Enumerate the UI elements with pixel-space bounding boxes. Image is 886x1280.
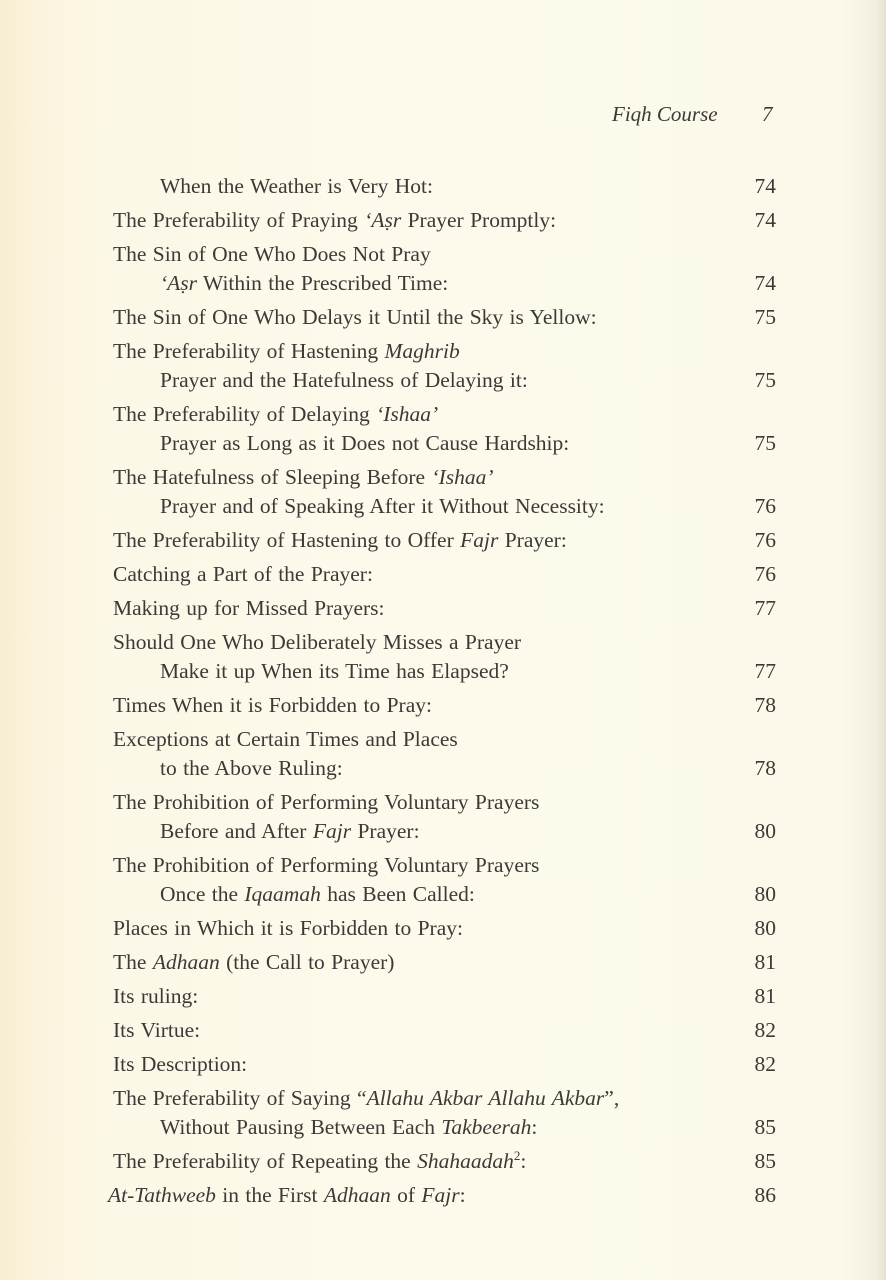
transliterated-term: Fajr	[421, 1183, 460, 1207]
toc-entry-title-line	[0, 851, 886, 880]
toc-entry-title-line	[0, 303, 886, 332]
toc-text: Without Pausing Between Each	[160, 1115, 442, 1139]
toc-entry	[0, 788, 886, 846]
toc-entry-continuation-line	[0, 657, 886, 686]
toc-page-number: 75	[754, 305, 776, 329]
toc-entry	[0, 851, 886, 909]
toc-text: has Been Called:	[320, 882, 475, 906]
toc-page-number: 80	[754, 916, 776, 940]
toc-entry	[0, 594, 886, 623]
toc-entry	[0, 1050, 886, 1079]
toc-text: The Prohibition of Performing Voluntary Prayers	[113, 853, 540, 877]
toc-page-number: 81	[754, 950, 776, 974]
toc-text: Places in Which it is Forbidden to Pray:	[113, 916, 463, 940]
transliterated-term: Allahu Akbar Allahu Akbar	[366, 1086, 605, 1110]
toc-text: Prayer as Long as it Does not Cause Hardship:	[160, 431, 570, 455]
toc-entry	[0, 1084, 886, 1142]
toc-entry-title-line	[0, 1084, 886, 1113]
toc-text: Once the	[160, 882, 245, 906]
toc-entry-continuation-line	[0, 429, 886, 458]
toc-page-number: 76	[754, 494, 776, 518]
toc-text: Prayer Promptly:	[401, 208, 557, 232]
transliterated-term: Takbeerah	[441, 1115, 532, 1139]
toc-entry	[0, 691, 886, 720]
toc-page-number: 86	[754, 1183, 776, 1207]
toc-entry-title-line	[0, 691, 886, 720]
folio-page-number: 7	[762, 102, 773, 126]
toc-entry-title-line	[0, 1016, 886, 1045]
toc-entry	[0, 240, 886, 298]
transliterated-term: Adhaan	[323, 1183, 391, 1207]
toc-text: :	[531, 1115, 538, 1139]
toc-entry-title-line	[0, 172, 886, 201]
toc-page-number: 74	[754, 271, 776, 295]
toc-entry	[0, 1147, 886, 1176]
toc-page-number: 75	[754, 368, 776, 392]
toc-text: :	[459, 1183, 466, 1207]
toc-text: Prayer and of Speaking After it Without Necessity:	[160, 494, 605, 518]
toc-page-number: 76	[754, 528, 776, 552]
toc-text: Its Virtue:	[113, 1018, 201, 1042]
footnote-marker: 2	[513, 1148, 521, 1163]
toc-entry	[0, 914, 886, 943]
toc-page-number: 80	[754, 882, 776, 906]
toc-text: The Preferability of Repeating the	[113, 1149, 418, 1173]
toc-entry	[0, 1181, 886, 1210]
toc-entry	[0, 725, 886, 783]
toc-text: The Sin of One Who Delays it Until the Sky is Yellow:	[113, 305, 597, 329]
transliterated-term: At-Tathweeb	[108, 1183, 216, 1207]
toc-text: The	[113, 950, 153, 974]
toc-page-number: 74	[754, 208, 776, 232]
toc-entry	[0, 560, 886, 589]
toc-entry	[0, 337, 886, 395]
toc-text: (the Call to Prayer)	[219, 950, 395, 974]
table-of-contents	[0, 172, 886, 1215]
toc-text: of	[390, 1183, 422, 1207]
toc-entry-title-line	[0, 948, 886, 977]
transliterated-term: Iqaamah	[244, 882, 321, 906]
toc-entry	[0, 400, 886, 458]
toc-page-number: 77	[754, 596, 776, 620]
toc-entry	[0, 463, 886, 521]
toc-entry-continuation-line	[0, 492, 886, 521]
toc-text: Times When it is Forbidden to Pray:	[113, 693, 432, 717]
toc-text: The Preferability of Hastening to Offer	[113, 528, 461, 552]
toc-text: Catching a Part of the Prayer:	[113, 562, 373, 586]
toc-text: The Hatefulness of Sleeping Before	[113, 465, 432, 489]
toc-text: Exceptions at Certain Times and Places	[113, 727, 458, 751]
transliterated-term: ‘Ishaa’	[431, 465, 494, 489]
toc-page-number: 77	[754, 659, 776, 683]
transliterated-term: Adhaan	[152, 950, 220, 974]
entry-spacing	[0, 1210, 886, 1215]
transliterated-term: Fajr	[312, 819, 352, 843]
toc-entry	[0, 1016, 886, 1045]
toc-page-number: 74	[754, 174, 776, 198]
toc-entry-continuation-line	[0, 1113, 886, 1142]
toc-text: Within the Prescribed Time:	[197, 271, 449, 295]
toc-entry-continuation-line	[0, 754, 886, 783]
toc-text: ”,	[604, 1086, 620, 1110]
toc-page-number: 80	[754, 819, 776, 843]
toc-text: in the First	[215, 1183, 324, 1207]
toc-entry-title-line	[0, 914, 886, 943]
toc-entry	[0, 206, 886, 235]
toc-entry	[0, 526, 886, 555]
toc-page-number: 85	[754, 1115, 776, 1139]
toc-entry	[0, 172, 886, 201]
toc-entry-title-line	[0, 206, 886, 235]
toc-text: :	[520, 1149, 527, 1173]
toc-text: Prayer:	[351, 819, 420, 843]
toc-page-number: 81	[754, 984, 776, 1008]
toc-entry	[0, 303, 886, 332]
toc-entry-title-line	[0, 400, 886, 429]
toc-text: Prayer:	[498, 528, 567, 552]
toc-entry-title-line	[0, 1050, 886, 1079]
toc-text: When the Weather is Very Hot:	[160, 174, 433, 198]
toc-entry	[0, 948, 886, 977]
transliterated-term: ‘Aṣr	[364, 208, 402, 232]
toc-text: Should One Who Deliberately Misses a Prayer	[113, 630, 522, 654]
toc-text: Its ruling:	[113, 984, 199, 1008]
toc-text: Make it up When its Time has Elapsed?	[160, 659, 509, 683]
toc-page-number: 75	[754, 431, 776, 455]
toc-page-number: 76	[754, 562, 776, 586]
toc-entry-title-line	[0, 1181, 886, 1210]
toc-text: Its Description:	[113, 1052, 248, 1076]
toc-entry-title-line	[0, 788, 886, 817]
toc-entry	[0, 628, 886, 686]
toc-text: to the Above Ruling:	[160, 756, 343, 780]
toc-entry-title-line	[0, 594, 886, 623]
toc-entry-continuation-line	[0, 269, 886, 298]
transliterated-term: ‘Ishaa’	[376, 402, 439, 426]
toc-entry-title-line	[0, 628, 886, 657]
toc-text: The Preferability of Saying “	[113, 1086, 367, 1110]
toc-text: The Prohibition of Performing Voluntary Prayers	[113, 790, 540, 814]
toc-entry-title-line	[0, 982, 886, 1011]
toc-page-number: 85	[754, 1149, 776, 1173]
toc-entry-continuation-line	[0, 880, 886, 909]
running-header	[612, 102, 773, 127]
toc-entry-title-line	[0, 526, 886, 555]
toc-entry-continuation-line	[0, 366, 886, 395]
running-header-title: Fiqh Course	[612, 102, 718, 126]
toc-page-number: 78	[754, 693, 776, 717]
toc-text: Before and After	[160, 819, 313, 843]
toc-page-number: 78	[754, 756, 776, 780]
toc-entry-title-line	[0, 1147, 886, 1176]
transliterated-term: ‘Aṣr	[160, 271, 198, 295]
transliterated-term: Fajr	[460, 528, 499, 552]
toc-entry-title-line	[0, 560, 886, 589]
toc-page-number: 82	[754, 1018, 776, 1042]
toc-entry	[0, 982, 886, 1011]
toc-entry-title-line	[0, 725, 886, 754]
toc-entry-continuation-line	[0, 817, 886, 846]
transliterated-term: Shahaadah	[417, 1149, 514, 1173]
toc-page-number: 82	[754, 1052, 776, 1076]
toc-text: Prayer and the Hatefulness of Delaying it:	[160, 368, 528, 392]
toc-text: The Preferability of Hastening	[113, 339, 385, 363]
toc-text: Making up for Missed Prayers:	[113, 596, 385, 620]
toc-entry-title-line	[0, 463, 886, 492]
toc-entry-title-line	[0, 337, 886, 366]
transliterated-term: Maghrib	[384, 339, 460, 363]
toc-entry-title-line	[0, 240, 886, 269]
toc-text: The Preferability of Praying	[113, 208, 365, 232]
toc-text: The Sin of One Who Does Not Pray	[113, 242, 431, 266]
toc-text: The Preferability of Delaying	[113, 402, 377, 426]
